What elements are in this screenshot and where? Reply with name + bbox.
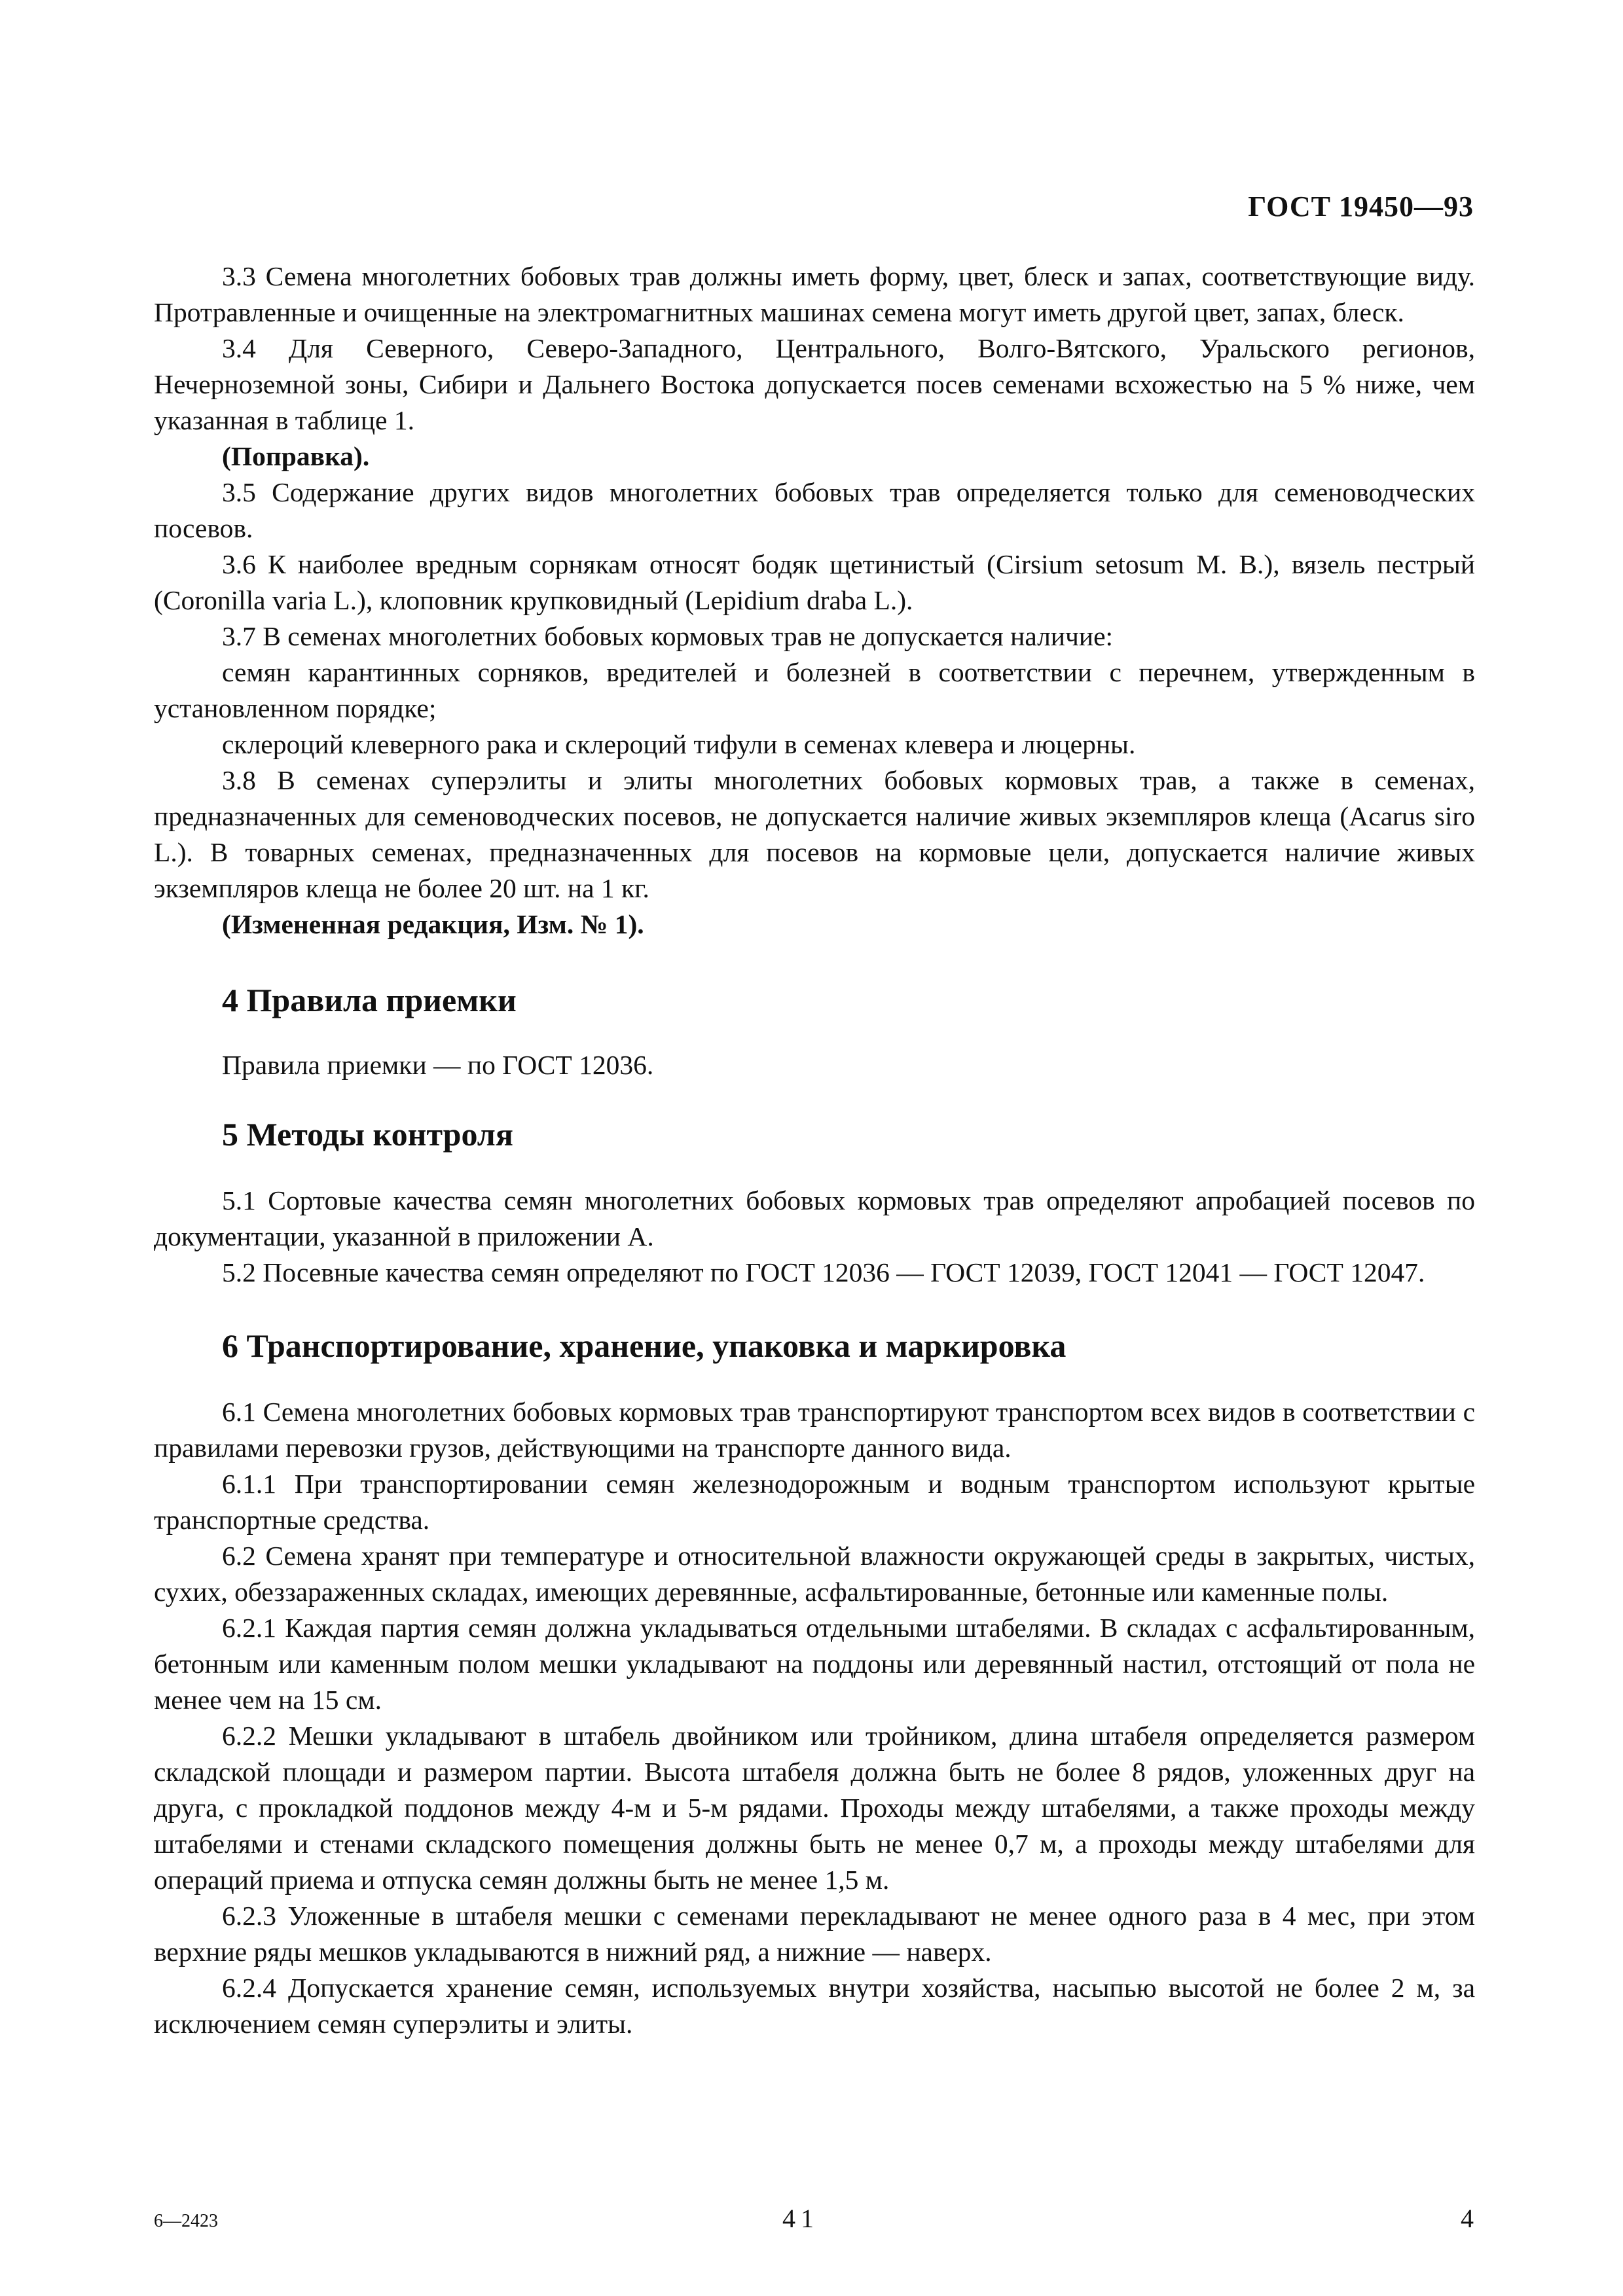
paragraph-5-2: 5.2 Посевные качества семян определяют по ГОСТ 12036 — ГОСТ 12039, ГОСТ 12041 — ГОСТ 12047. [222, 1257, 1425, 1287]
paragraph-3-3: 3.3 Семена многолетних бобовых трав должны иметь форму, цвет, блеск и запах, соответствующие виду. Протравленные и очищенные на электромагнитных машинах семена могут иметь другой цвет, запах, блеск. [154, 261, 1475, 327]
amendment-note: (Поправка). [222, 441, 370, 471]
paragraph-5-1: 5.1 Сортовые качества семян многолетних бобовых кормовых трав определяют апробацией посевов по документации, указанной в приложении А. [154, 1185, 1475, 1251]
document-body [154, 259, 1475, 2042]
section-4-text: Правила приемки — по ГОСТ 12036. [222, 1050, 654, 1080]
paragraph-3-5: 3.5 Содержание других видов многолетних бобовых трав определяется только для семеноводческих посевов. [154, 477, 1475, 543]
paragraph-6-2-1: 6.2.1 Каждая партия семян должна укладываться отдельными штабелями. В складах с асфальтированным, бетонным или каменным полом мешки укладывают на поддоны или деревянный настил, отстоящий от пола не менее чем на 15 см. [154, 1613, 1475, 1715]
paragraph-3-4: 3.4 Для Северного, Северо-Западного, Центрального, Волго-Вятского, Уральского регионов, Нечерноземной зоны, Сибири и Дальнего Востока допускается посев семенами всхожестью на 5 % ниже, чем указанная в таблице 1. [154, 333, 1475, 435]
section-4-heading: 4 Правила приемки [222, 982, 517, 1018]
paragraph-6-2-3: 6.2.3 Уложенные в штабеля мешки с семенами перекладывают не менее одного раза в 4 мес, при этом верхние ряды мешков укладываются в нижний ряд, а нижние — наверх. [154, 1901, 1475, 1967]
print-code: 6—2423 [154, 2211, 218, 2231]
paragraph-6-2-4: 6.2.4 Допускается хранение семян, используемых внутри хозяйства, насыпью высотой не более 2 м, за исключением семян суперэлиты и элиты. [154, 1973, 1475, 2039]
paragraph-3-6: 3.6 К наиболее вредным сорнякам относят бодяк щетинистый (Cirsium setosum M. B.), вязель пестрый (Coronilla varia L.), клоповник крупковидный (Lepidium draba L.). [154, 549, 1475, 615]
paragraph-3-8: 3.8 В семенах суперэлиты и элиты многолетних бобовых кормовых трав, а также в семенах, предназначенных для семеноводческих посевов, не допускается наличие живых экземпляров клеща (Acarus siro L.). В товарных семенах, предназначенных для посевов на кормовые цели, допускается наличие живых экземпляров клеща не более 20 шт. на 1 кг. [154, 765, 1475, 903]
section-6-heading: 6 Транспортирование, хранение, упаковка и маркировка [222, 1327, 1067, 1364]
paragraph-6-2: 6.2 Семена хранят при температуре и относительной влажности окружающей среды в закрытых, чистых, сухих, обеззараженных складах, имеющих деревянные, асфальтированные, бетонные или каменные полы. [154, 1541, 1475, 1607]
paragraph-6-1-1: 6.1.1 При транспортировании семян железнодорожным и водным транспортом используют крытые транспортные средства. [154, 1469, 1475, 1535]
paragraph-6-1: 6.1 Семена многолетних бобовых кормовых трав транспортируют транспортом всех видов в соответствии с правилами перевозки грузов, действующими на транспорте данного вида. [154, 1397, 1475, 1463]
section-5-heading: 5 Методы контроля [222, 1116, 513, 1153]
paragraph-6-2-2: 6.2.2 Мешки укладывают в штабель двойником или тройником, длина штабеля определяется размером складской площади и размером партии. Высота штабеля должна быть не более 8 рядов, уложенных друг на друга, с прокладкой поддонов между 4-м и 5-м рядами. Проходы между штабелями, а также проходы между штабелями и стенами складского помещения должны быть не менее 0,7 м, а проходы между штабелями для операций приема и отпуска семян должны быть не менее 1,5 м. [154, 1721, 1475, 1895]
paragraph-3-7-item-1: семян карантинных сорняков, вредителей и болезней в соответствии с перечнем, утвержденным в установленном порядке; [154, 657, 1475, 723]
page-number: 4 [1461, 2204, 1474, 2233]
sheet-number: 41 [782, 2204, 819, 2233]
document-id-header: ГОСТ 19450—93 [1248, 190, 1474, 223]
paragraph-3-7: 3.7 В семенах многолетних бобовых кормовых трав не допускается наличие: [222, 621, 1114, 651]
revision-note: (Измененная редакция, Изм. № 1). [222, 909, 644, 939]
paragraph-3-7-item-2: склероций клеверного рака и склероций тифули в семенах клевера и люцерны. [222, 729, 1136, 759]
